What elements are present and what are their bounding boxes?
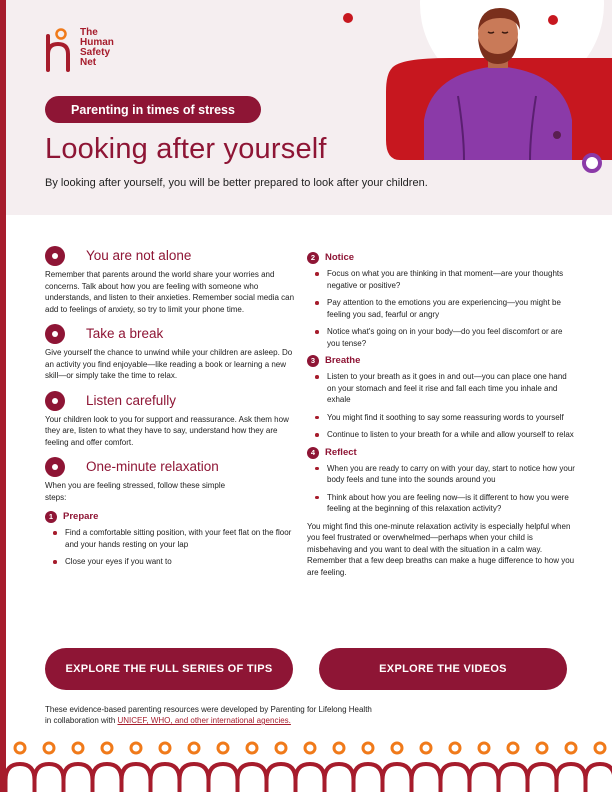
list-item: Focus on what you are thinking in that moment—are your thoughts negative or positive? [307,268,575,291]
list-item: Notice what's going on in your body—do you feel discomfort or are you tense? [307,326,575,349]
left-column [45,245,297,574]
logo-mark-icon [44,28,74,74]
decorative-pattern [0,738,612,792]
logo-line: Safety [80,47,111,58]
section-text: Remember that parents around the world share your worries and concerns. Talk about how you are feeling with someone who understands, and listen to their anxieties. Remember social media can add to feelings of anxiety, so try to limit your phone time. [45,270,295,314]
orange-ring-icon [305,743,315,753]
circle-bullet-icon [45,391,65,411]
step-list [307,268,575,349]
orange-ring-icon [479,743,489,753]
step-list [307,371,575,441]
step-heading [45,511,297,523]
orange-ring-icon [131,743,141,753]
step-heading [307,355,575,367]
section-title: You are not alone [86,248,192,264]
list-item: Pay attention to the emotions you are experiencing—you might be feeling you sad, fearful or angry [307,297,575,320]
step-number: 2 [307,252,319,264]
section-heading [45,323,297,345]
step-title: Prepare [63,511,99,523]
section-heading [45,390,297,412]
list-item: You might find it soothing to say some reassuring words to yourself [307,412,575,424]
orange-ring-icon [247,743,257,753]
logo-line: Net [80,57,97,68]
logo-line: The [80,27,98,38]
step-number: 4 [307,447,319,459]
circle-bullet-icon [45,324,65,344]
orange-ring-icon [450,743,460,753]
footer-credit [45,704,465,726]
orange-ring-icon [363,743,373,753]
orange-ring-icon [421,743,431,753]
orange-ring-icon [15,743,25,753]
logo-text [80,28,140,68]
right-column [307,248,575,586]
step-list [45,527,297,568]
explore-videos-button[interactable]: EXPLORE THE VIDEOS [319,648,567,690]
intro-text: By looking after yourself, you will be better prepared to look after your children. [45,177,428,189]
step-list [307,463,575,515]
section-heading [45,456,297,478]
circle-bullet-icon [45,246,65,266]
list-item: Listen to your breath as it goes in and out—you can place one hand on your stomach and feel it rise and fall each time you inhale and exhale [307,371,575,406]
circle-bullet-icon [45,457,65,477]
logo-line: Human [80,37,114,48]
section-heading [45,245,297,267]
orange-ring-icon [160,743,170,753]
step-number: 3 [307,355,319,367]
orange-ring-icon [508,743,518,753]
step-title: Breathe [325,355,361,367]
parent-illustration [340,0,612,215]
logo[interactable] [44,28,140,74]
section-title: One-minute relaxation [86,459,219,475]
orange-ring-icon [276,743,286,753]
orange-ring-icon [537,743,547,753]
section-text: Your children look to you for support and reassurance. Ask them how they are, listen to what they have to say, understand how they are feeling and offer comfort. [45,414,289,447]
orange-ring-icon [218,743,228,753]
page-title: Looking after yourself [45,133,327,165]
step-heading [307,447,575,459]
orange-ring-icon [334,743,344,753]
section-title: Listen carefully [86,392,177,408]
footer-line [45,715,465,726]
list-item: Close your eyes if you want to [45,556,297,568]
explore-tips-button[interactable]: EXPLORE THE FULL SERIES OF TIPS [45,648,293,690]
section-title: Take a break [86,326,164,342]
list-item: Continue to listen to your breath for a while and allow yourself to relax [307,429,575,441]
orange-ring-icon [595,743,605,753]
footer-prefix: in collaboration with [45,716,118,725]
step-heading [307,252,575,264]
orange-ring-icon [566,743,576,753]
footer-line: These evidence-based parenting resources were developed by Parenting for Lifelong Health [45,705,372,714]
closing-text: You might find this one-minute relaxation activity is especially helpful when you feel frustrated or overwhelmed—perhaps when your child is misbehaving and you want to deal with the situation in a calm way. Remember that a few deep breaths can make a huge difference to how you are feeling. [307,521,575,577]
list-item: Think about how you are feeling now—is it different to how you were feeling at the beginning of this relaxation activity? [307,492,575,515]
step-title: Notice [325,252,355,264]
list-item: When you are ready to carry on with your day, start to notice how your body feels and tune into the sounds around you [307,463,575,486]
orange-ring-icon [392,743,402,753]
orange-ring-icon [189,743,199,753]
step-number: 1 [45,511,57,523]
series-label-pill: Parenting in times of stress [45,96,261,123]
partners-link[interactable]: UNICEF, WHO, and other international agencies. [117,716,291,725]
orange-ring-icon [44,743,54,753]
step-title: Reflect [325,446,357,458]
section-text: Give yourself the chance to unwind while your children are asleep. Do an activity you find enjoyable—like reading a book or learning a new skill—or simply take the time to relax. [45,348,293,380]
orange-ring-icon [102,743,112,753]
section-text: When you are feeling stressed, follow these simple steps: [45,481,226,502]
orange-ring-icon [73,743,83,753]
list-item: Find a comfortable sitting position, with your feet flat on the floor and your hands resting on your lap [45,527,297,550]
